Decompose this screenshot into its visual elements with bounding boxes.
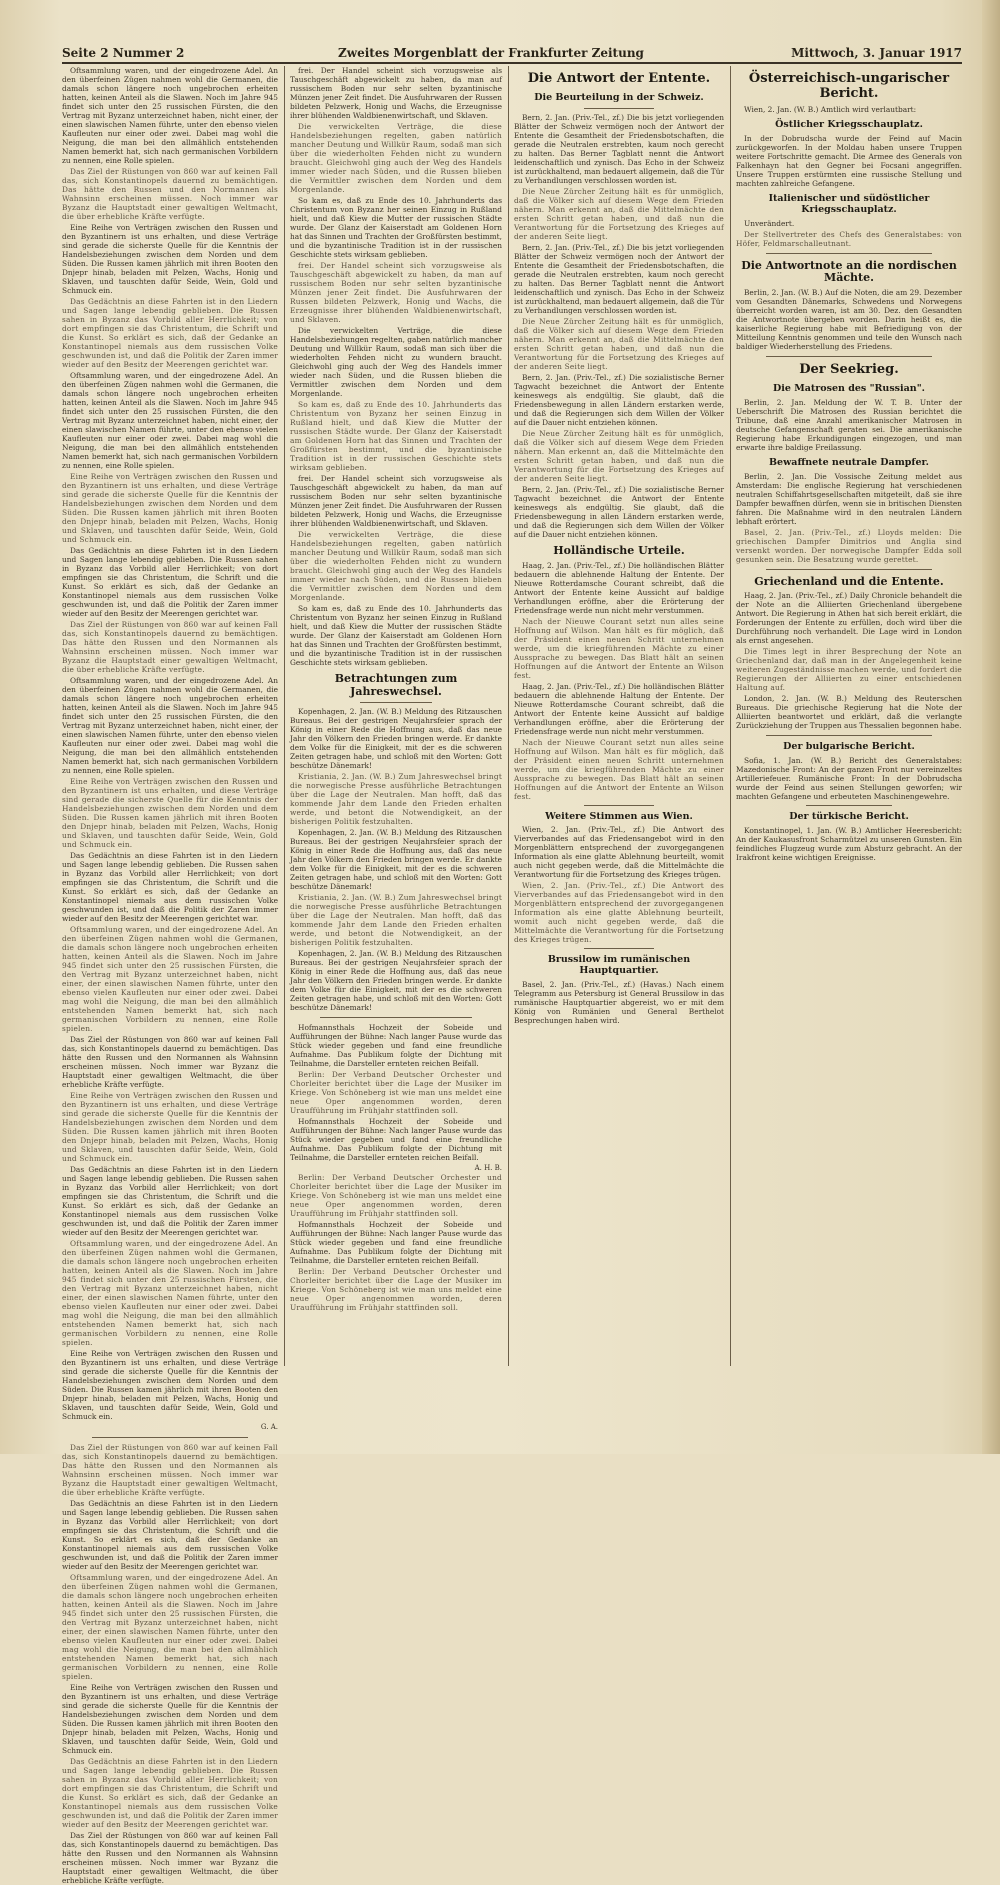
col3-paragraph: Nach der Nieuwe Courant setzt nun alles seine Hoffnung auf Wilson. Man hält es für möglich, daß der Präsident einen neuen Schritt unternehmen werde, um die kriegführenden Mächte zu einer Aussprache zu bewegen. Das Blatt hält an seinen Hoffnungen auf die Antwort der Entente an Wilson fest.	[514, 616, 724, 680]
col4-headline: Der Seekrieg.	[799, 361, 899, 377]
col1-paragraph: Das Ziel der Rüstungen von 860 war auf keinen Fall das, sich Konstantinopels dauernd zu bemächtigen. Das hätte den Russen und den Normannen als Wahnsinn erscheinen müssen. Noch immer war Byzanz die Hauptstadt einer gewaltigen Weltmacht, die über erhebliche Kräfte verfügte.	[62, 1443, 278, 1497]
divider	[92, 1437, 248, 1438]
col4-headline: Österreichisch-ungarischer Bericht.	[748, 71, 950, 101]
col3-paragraph: Bern, 2. Jan. (Priv.-Tel., zf.) Die sozialistische Berner Tagwacht bezeichnet die Antwort der Entente keineswegs als endgültig. Sie glaubt, daß die Friedensbewegung in allen Ländern erstarken werde, und daß die Regierungen sich dem Willen der Völker auf die Dauer nicht entziehen können.	[514, 372, 724, 427]
page-header	[62, 40, 962, 64]
col2-paragraph: Kopenhagen, 2. Jan. (W. B.) Meldung des Ritzauschen Bureaus. Bei der gestrigen Neujahrsfeier sprach der König in einer Rede die Hoffnung aus, daß das neue Jahr den Völkern den Frieden bringen werde. Er dankte dem Volke für die Einigkeit, mit der es die schweren Zeiten getragen habe, und schloß mit den Worten: Gott beschütze Dänemark!	[290, 707, 502, 771]
page-edge-shadow	[982, 0, 1000, 1454]
col2-paragraph: So kam es, daß zu Ende des 10. Jahrhunderts das Christentum von Byzanz her seinen Einzug in Rußland hielt, und daß Kiew die Mutter der russischen Städte wurde. Der Glanz der Kaiserstadt am Goldenen Horn hat das Sinnen und Trachten der Großfürsten bestimmt, und die byzantinische Tradition ist in der russischen Geschichte stets wirksam geblieben.	[290, 400, 502, 472]
col1-paragraph: Das Ziel der Rüstungen von 860 war auf keinen Fall das, sich Konstantinopels dauernd zu bemächtigen. Das hätte den Russen und den Normannen als Wahnsinn erscheinen müssen. Noch immer war Byzanz die Hauptstadt einer gewaltigen Weltmacht, die über erhebliche Kräfte verfügte.	[62, 167, 278, 221]
col1-paragraph: Oftsammlung waren, und der eingedrozene Adel. An den überfeinen Zügen nahmen wohl die Germanen, die damals schon längere noch ungebrochen erheiten hatten, keinen Anteil als die Slawen. Noch im Jahre 945 findet sich unter den 25 russischen Fürsten, die den Vertrag mit Byzanz unterzeichnet haben, nicht einer, der einen slawischen Namen führte, unter den ebenso vielen Kaufleuten nur einer oder zwei. Dabei mag wohl die Neigung, die man bei den allmählich entstehenden Namen bemerkt hat, sich nach germanischen Vorbildern zu nennen, eine Rolle spielen.	[62, 1573, 278, 1681]
col4-paragraph: Sofia, 1. Jan. (W. B.) Bericht des Generalstabes: Mazedonische Front: An der ganzen Front nur vereinzeltes Artilleriefeuer. Rumänische Front: In der Dobrudscha wurde der Feind aus seinen Stellungen geworfen; wir machten Gefangene und erbeuteten Maschinengewehre.	[736, 756, 962, 802]
divider	[766, 253, 932, 254]
col3-paragraph: Wien, 2. Jan. (Priv.-Tel., zf.) Die Antwort des Vierverbandes auf das Friedensangebot wird in den Morgenblättern entsprechend der zuvorgegangenen Information als eine glatte Ablehnung beurteilt, womit auch nicht gegeben werde, daß die Mittelmächte die Verantwortung für die Fortsetzung des Krieges trügen.	[514, 825, 724, 880]
divider	[766, 569, 932, 570]
col2-paragraph: Hofmannsthals Hochzeit der Sobeide und Aufführungen der Bühne: Nach langer Pause wurde das Stück wieder gegeben und fand eine freundliche Aufnahme. Das Publikum folgte der Dichtung mit Teilnahme, die Darsteller ernteten reichen Beifall.	[290, 1117, 502, 1163]
col2-paragraph: Berlin: Der Verband Deutscher Orchester und Chorleiter berichtet über die Lage der Musiker im Kriege. Von Schöneberg ist wie man uns meldet eine neue Oper angenommen worden, deren Uraufführung im Frühjahr stattfinden soll.	[290, 1070, 502, 1116]
divider	[806, 805, 892, 806]
col2-paragraph: Die verwickelten Verträge, die diese Handelsbeziehungen regelten, gaben natürlich mancher Deutung und Willkür Raum, sodaß man sich über die wiederholten Fehden nicht zu wundern braucht. Gleichwohl ging auch der Weg des Handels immer wieder nach Süden, und die Russen blieben die Vermittler zwischen dem Norden und dem Morgenlande.	[290, 530, 502, 602]
col4-subhead: Italienischer und südöstlicher Kriegsschauplatz.	[768, 192, 930, 215]
col3-headline: Die Antwort der Entente.	[527, 71, 711, 86]
col4-subhead: Die Matrosen des "Russian".	[773, 382, 925, 394]
col3-headline: Brussilow im rumänischen Hauptquartier.	[547, 954, 691, 977]
col1-paragraph: Das Ziel der Rüstungen von 860 war auf keinen Fall das, sich Konstantinopels dauernd zu bemächtigen. Das hätte den Russen und den Normannen als Wahnsinn erscheinen müssen. Noch immer war Byzanz die Hauptstadt einer gewaltigen Weltmacht, die über erhebliche Kräfte verfügte.	[62, 1035, 278, 1089]
col3-headline: Holländische Urteile.	[553, 543, 685, 557]
col3-paragraph: Die Neue Zürcher Zeitung hält es für unmöglich, daß die Völker sich auf diesem Wege dem Frieden nähern. Man erkennt an, daß die Mittelmächte den ersten Schritt getan haben, und daß nun die Verantwortung für die Fortsetzung des Krieges auf der anderen Seite liegt.	[514, 428, 724, 483]
column-2	[290, 66, 502, 1382]
col1-paragraph: Eine Reihe von Verträgen zwischen den Russen und den Byzantinern ist uns erhalten, und diese Verträge sind gerade die sicherste Quelle für die Kenntnis der Handelsbeziehungen zwischen dem Norden und dem Süden. Die Russen kamen jährlich mit ihren Booten den Dnjepr hinab, beladen mit Pelzen, Wachs, Honig und Sklaven, und tauschten dafür Seide, Wein, Gold und Schmuck ein.	[62, 223, 278, 295]
col1-paragraph: Das Gedächtnis an diese Fahrten ist in den Liedern und Sagen lange lebendig geblieben. Die Russen sahen in Byzanz das Vorbild aller Herrlichkeit; von dort empfingen sie das Christentum, die Schrift und die Kunst. So erklärt es sich, daß der Gedanke an Konstantinopel niemals aus dem russischen Volke geschwunden ist, und daß die Politik der Zaren immer wieder auf den Besitz der Meerengen gerichtet war.	[62, 546, 278, 618]
col1-paragraph: Eine Reihe von Verträgen zwischen den Russen und den Byzantinern ist uns erhalten, und diese Verträge sind gerade die sicherste Quelle für die Kenntnis der Handelsbeziehungen zwischen dem Norden und dem Süden. Die Russen kamen jährlich mit ihren Booten den Dnjepr hinab, beladen mit Pelzen, Wachs, Honig und Sklaven, und tauschten dafür Seide, Wein, Gold und Schmuck ein.	[62, 472, 278, 544]
col1-signature: G. A.	[260, 1423, 278, 1431]
col1-paragraph: Oftsammlung waren, und der eingedrozene Adel. An den überfeinen Zügen nahmen wohl die Germanen, die damals schon längere noch ungebrochen erheiten hatten, keinen Anteil als die Slawen. Noch im Jahre 945 findet sich unter den 25 russischen Fürsten, die den Vertrag mit Byzanz unterzeichnet haben, nicht einer, der einen slawischen Namen führte, unter den ebenso vielen Kaufleuten nur einer oder zwei. Dabei mag wohl die Neigung, die man bei den allmählich entstehenden Namen bemerkt hat, sich nach germanischen Vorbildern zu nennen, eine Rolle spielen.	[62, 1239, 278, 1347]
col2-paragraph: Kopenhagen, 2. Jan. (W. B.) Meldung des Ritzauschen Bureaus. Bei der gestrigen Neujahrsfeier sprach der König in einer Rede die Hoffnung aus, daß das neue Jahr den Völkern den Frieden bringen werde. Er dankte dem Volke für die Einigkeit, mit der es die schweren Zeiten getragen habe, und schloß mit den Worten: Gott beschütze Dänemark!	[290, 949, 502, 1013]
column-3	[514, 66, 724, 1382]
divider	[584, 948, 654, 949]
col2-paragraph: So kam es, daß zu Ende des 10. Jahrhunderts das Christentum von Byzanz her seinen Einzug in Rußland hielt, und daß Kiew die Mutter der russischen Städte wurde. Der Glanz der Kaiserstadt am Goldenen Horn hat das Sinnen und Trachten der Großfürsten bestimmt, und die byzantinische Tradition ist in der russischen Geschichte stets wirksam geblieben.	[290, 196, 502, 259]
col2-paragraph: Kristiania, 2. Jan. (W. B.) Zum Jahreswechsel bringt die norwegische Presse ausführliche Betrachtungen über die Lage der Neutralen. Man hofft, daß das kommende Jahr dem Lande den Frieden erhalten werde, und betont die Notwendigkeit, an der bisherigen Politik festzuhalten.	[290, 893, 502, 948]
col4-paragraph: Unverändert.	[744, 218, 795, 228]
col4-headline: Die Antwortnote an die nordischen Mächte.	[741, 258, 957, 285]
col4-paragraph: Haag, 2. Jan. (Priv.-Tel., zf.) Daily Chronicle behandelt die der Note an die Alliierten Griechenland übergebene Antwort. Die Regierung in Athen hat sich bereit erklärt, die Forderungen der Entente zu erfüllen, doch wird über die Durchführung noch verhandelt. Die Lage wird in London als ernst angesehen.	[736, 591, 962, 646]
col3-paragraph: Basel, 2. Jan. (Priv.-Tel., zf.) (Havas.) Nach einem Telegramm aus Petersburg ist General Brussilow in das rumänische Hauptquartier abgereist, wo er mit dem König von Rumänien und General Berthelot Besprechungen haben wird.	[514, 980, 724, 1026]
col1-paragraph: Oftsammlung waren, und der eingedrozene Adel. An den überfeinen Zügen nahmen wohl die Germanen, die damals schon längere noch ungebrochen erheiten hatten, keinen Anteil als die Slawen. Noch im Jahre 945 findet sich unter den 25 russischen Fürsten, die den Vertrag mit Byzanz unterzeichnet haben, nicht einer, der einen slawischen Namen führte, unter den ebenso vielen Kaufleuten nur einer oder zwei. Dabei mag wohl die Neigung, die man bei den allmählich entstehenden Namen bemerkt hat, sich nach germanischen Vorbildern zu nennen, eine Rolle spielen.	[62, 925, 278, 1033]
col4-headline: Der türkische Bericht.	[789, 811, 909, 823]
col2-paragraph: Hofmannsthals Hochzeit der Sobeide und Aufführungen der Bühne: Nach langer Pause wurde das Stück wieder gegeben und fand eine freundliche Aufnahme. Das Publikum folgte der Dichtung mit Teilnahme, die Darsteller ernteten reichen Beifall.	[290, 1023, 502, 1069]
col3-paragraph: Die Neue Zürcher Zeitung hält es für unmöglich, daß die Völker sich auf diesem Wege dem Frieden nähern. Man erkennt an, daß die Mittelmächte den ersten Schritt getan haben, und daß nun die Verantwortung für die Fortsetzung des Krieges auf der anderen Seite liegt.	[514, 316, 724, 371]
col4-headline: Griechenland und die Entente.	[754, 574, 944, 588]
col3-paragraph: Die Neue Zürcher Zeitung hält es für unmöglich, daß die Völker sich auf diesem Wege dem Frieden nähern. Man erkennt an, daß die Mittelmächte den ersten Schritt getan haben, und daß nun die Verantwortung für die Fortsetzung des Krieges auf der anderen Seite liegt.	[514, 186, 724, 241]
col3-paragraph: Bern, 2. Jan. (Priv.-Tel., zf.) Die bis jetzt vorliegenden Blätter der Schweiz vermögen noch der Antwort der Entente die Gesamtheit der Friedensbotschaften, die gerade die Neutralen erstrebten, kaum noch gerecht zu halten. Das Berner Tagblatt nennt die Antwort leidenschaftlich und zynisch. Das Echo in der Schweiz ist zurückhaltend, man bedauert allgemein, daß die Tür zu Verhandlungen verschlossen worden ist.	[514, 242, 724, 315]
column-rule-2	[508, 66, 509, 1366]
col1-paragraph: Oftsammlung waren, und der eingedrozene Adel. An den überfeinen Zügen nahmen wohl die Germanen, die damals schon längere noch ungebrochen erheiten hatten, keinen Anteil als die Slawen. Noch im Jahre 945 findet sich unter den 25 russischen Fürsten, die den Vertrag mit Byzanz unterzeichnet haben, nicht einer, der einen slawischen Namen führte, unter den ebenso vielen Kaufleuten nur einer oder zwei. Dabei mag wohl die Neigung, die man bei den allmählich entstehenden Namen bemerkt hat, sich nach germanischen Vorbildern zu nennen, eine Rolle spielen.	[62, 66, 278, 165]
divider	[584, 108, 654, 109]
col2-paragraph: Die verwickelten Verträge, die diese Handelsbeziehungen regelten, gaben natürlich mancher Deutung und Willkür Raum, sodaß man sich über die wiederholten Fehden nicht zu wundern braucht. Gleichwohl ging auch der Weg des Handels immer wieder nach Süden, und die Russen blieben die Vermittler zwischen dem Norden und dem Morgenlande.	[290, 326, 503, 398]
col4-subhead: Östlicher Kriegsschauplatz.	[775, 118, 923, 130]
col4-paragraph: Berlin, 2. Jan. Die Vossische Zeitung meldet aus Amsterdam: Die englische Regierung hat verschiedenen neutralen Schiffahrtsgesellschaften mitgeteilt, daß sie ihre Dampfer bewaffnen dürfen, wenn sie in britischen Diensten fahren. Die Maßnahme wird in den neutralen Ländern lebhaft erörtert.	[736, 471, 962, 526]
col2-paragraph: Die verwickelten Verträge, die diese Handelsbeziehungen regelten, gaben natürlich mancher Deutung und Willkür Raum, sodaß man sich über die wiederholten Fehden nicht zu wundern braucht. Gleichwohl ging auch der Weg des Handels immer wieder nach Süden, und die Russen blieben die Vermittler zwischen dem Norden und dem Morgenlande.	[290, 122, 502, 194]
col2-paragraph: frei. Der Handel scheint sich vorzugsweise als Tauschgeschäft abgewickelt zu haben, da man auf russischem Boden nur sehr selten byzantinische Münzen jener Zeit findet. Die Ausfuhrwaren der Russen bildeten Pelzwerk, Honig und Wachs, die Erzeugnisse ihrer blühenden Waldbienenwirtschaft, und Sklaven.	[290, 261, 502, 324]
col1-paragraph: Das Gedächtnis an diese Fahrten ist in den Liedern und Sagen lange lebendig geblieben. Die Russen sahen in Byzanz das Vorbild aller Herrlichkeit; von dort empfingen sie das Christentum, die Schrift und die Kunst. So erklärt es sich, daß der Gedanke an Konstantinopel niemals aus dem russischen Volke geschwunden ist, und daß die Politik der Zaren immer wieder auf den Besitz der Meerengen gerichtet war.	[62, 1499, 278, 1571]
divider	[766, 356, 932, 357]
column-rule-1	[284, 66, 285, 1366]
col2-paragraph: Berlin: Der Verband Deutscher Orchester und Chorleiter berichtet über die Lage der Musiker im Kriege. Von Schöneberg ist wie man uns meldet eine neue Oper angenommen worden, deren Uraufführung im Frühjahr stattfinden soll.	[290, 1173, 502, 1219]
header-date: Mittwoch, 3. Januar 1917	[791, 46, 962, 60]
col1-paragraph: Eine Reihe von Verträgen zwischen den Russen und den Byzantinern ist uns erhalten, und diese Verträge sind gerade die sicherste Quelle für die Kenntnis der Handelsbeziehungen zwischen dem Norden und dem Süden. Die Russen kamen jährlich mit ihren Booten den Dnjepr hinab, beladen mit Pelzen, Wachs, Honig und Sklaven, und tauschten dafür Seide, Wein, Gold und Schmuck ein.	[62, 1683, 278, 1755]
column-rule-3	[730, 66, 731, 1366]
col1-paragraph: Das Ziel der Rüstungen von 860 war auf keinen Fall das, sich Konstantinopels dauernd zu bemächtigen. Das hätte den Russen und den Normannen als Wahnsinn erscheinen müssen. Noch immer war Byzanz die Hauptstadt einer gewaltigen Weltmacht, die über erhebliche Kräfte verfügte.	[62, 620, 278, 674]
col2-paragraph: Kopenhagen, 2. Jan. (W. B.) Meldung des Ritzauschen Bureaus. Bei der gestrigen Neujahrsfeier sprach der König in einer Rede die Hoffnung aus, daß das neue Jahr den Völkern den Frieden bringen werde. Er dankte dem Volke für die Einigkeit, mit der es die schweren Zeiten getragen habe, und schloß mit den Worten: Gott beschütze Dänemark!	[290, 828, 502, 892]
col4-paragraph: Basel, 2. Jan. (Priv.-Tel., zf.) Lloyds melden: Die griechischen Dampfer Dimitrios und Anglia sind versenkt worden. Der norwegische Dampfer Edda soll gesunken sein. Die Besatzung wurde gerettet.	[736, 527, 962, 564]
col2-paragraph: frei. Der Handel scheint sich vorzugsweise als Tauschgeschäft abgewickelt zu haben, da man auf russischem Boden nur sehr selten byzantinische Münzen jener Zeit findet. Die Ausfuhrwaren der Russen bildeten Pelzwerk, Honig und Wachs, die Erzeugnisse ihrer blühenden Waldbienenwirtschaft, und Sklaven.	[290, 66, 502, 120]
column-4	[736, 66, 962, 1382]
col1-paragraph: Oftsammlung waren, und der eingedrozene Adel. An den überfeinen Zügen nahmen wohl die Germanen, die damals schon längere noch ungebrochen erheiten hatten, keinen Anteil als die Slawen. Noch im Jahre 945 findet sich unter den 25 russischen Fürsten, die den Vertrag mit Byzanz unterzeichnet haben, nicht einer, der einen slawischen Namen führte, unter den ebenso vielen Kaufleuten nur einer oder zwei. Dabei mag wohl die Neigung, die man bei den allmählich entstehenden Namen bemerkt hat, sich nach germanischen Vorbildern zu nennen, eine Rolle spielen.	[62, 371, 278, 470]
divider	[766, 735, 932, 736]
column-1	[62, 66, 278, 1885]
col3-paragraph: Bern, 2. Jan. (Priv.-Tel., zf.) Die bis jetzt vorliegenden Blätter der Schweiz vermögen noch der Antwort der Entente die Gesamtheit der Friedensbotschaften, die gerade die Neutralen erstrebten, kaum noch gerecht zu halten. Das Berner Tagblatt nennt die Antwort leidenschaftlich und zynisch. Das Echo in der Schweiz ist zurückhaltend, man bedauert allgemein, daß die Tür zu Verhandlungen verschlossen worden ist.	[514, 112, 724, 185]
col4-headline: Der bulgarische Bericht.	[783, 741, 915, 753]
divider	[360, 702, 432, 703]
col4-paragraph: Der Stellvertreter des Chefs des Generalstabes: von Höfer, Feldmarschalleutnant.	[736, 229, 962, 248]
header-page-number: Seite 2 Nummer 2	[62, 46, 185, 60]
col4-paragraph: Wien, 2. Jan. (W. B.) Amtlich wird verlautbart:	[744, 104, 917, 114]
col1-paragraph: Das Gedächtnis an diese Fahrten ist in den Liedern und Sagen lange lebendig geblieben. Die Russen sahen in Byzanz das Vorbild aller Herrlichkeit; von dort empfingen sie das Christentum, die Schrift und die Kunst. So erklärt es sich, daß der Gedanke an Konstantinopel niemals aus dem russischen Volke geschwunden ist, und daß die Politik der Zaren immer wieder auf den Besitz der Meerengen gerichtet war.	[62, 851, 278, 923]
col2-signature: A. H. B.	[474, 1164, 502, 1173]
header-masthead: Zweites Morgenblatt der Frankfurter Zeitung	[338, 46, 644, 60]
col4-paragraph: Berlin, 2. Jan. (W. B.) Auf die Noten, die am 29. Dezember vom Gesandten Dänemarks, Schwedens und Norwegens überreicht worden waren, ist am 30. Dez. den Gesandten die Antwortnote übergeben worden. Darin heißt es, die kaiserliche Regierung habe mit Befriedigung von der Mitteilung Kenntnis genommen und teile den Wunsch nach baldiger Wiederherstellung des Friedens.	[736, 287, 962, 351]
col1-paragraph: Das Gedächtnis an diese Fahrten ist in den Liedern und Sagen lange lebendig geblieben. Die Russen sahen in Byzanz das Vorbild aller Herrlichkeit; von dort empfingen sie das Christentum, die Schrift und die Kunst. So erklärt es sich, daß der Gedanke an Konstantinopel niemals aus dem russischen Volke geschwunden ist, und daß die Politik der Zaren immer wieder auf den Besitz der Meerengen gerichtet war.	[62, 1165, 278, 1237]
col1-paragraph: Eine Reihe von Verträgen zwischen den Russen und den Byzantinern ist uns erhalten, und diese Verträge sind gerade die sicherste Quelle für die Kenntnis der Handelsbeziehungen zwischen dem Norden und dem Süden. Die Russen kamen jährlich mit ihren Booten den Dnjepr hinab, beladen mit Pelzen, Wachs, Honig und Sklaven, und tauschten dafür Seide, Wein, Gold und Schmuck ein.	[62, 1091, 278, 1163]
col1-paragraph: Eine Reihe von Verträgen zwischen den Russen und den Byzantinern ist uns erhalten, und diese Verträge sind gerade die sicherste Quelle für die Kenntnis der Handelsbeziehungen zwischen dem Norden und dem Süden. Die Russen kamen jährlich mit ihren Booten den Dnjepr hinab, beladen mit Pelzen, Wachs, Honig und Sklaven, und tauschten dafür Seide, Wein, Gold und Schmuck ein.	[62, 1349, 278, 1421]
col3-paragraph: Nach der Nieuwe Courant setzt nun alles seine Hoffnung auf Wilson. Man hält es für möglich, daß der Präsident einen neuen Schritt unternehmen werde, um die kriegführenden Mächte zu einer Aussprache zu bewegen. Das Blatt hält an seinen Hoffnungen auf die Antwort der Entente an Wilson fest.	[514, 737, 724, 801]
divider	[584, 805, 654, 806]
col4-paragraph: Konstantinopel, 1. Jan. (W. B.) Amtlicher Heeresbericht: An der Kaukasusfront Scharmützel zu unseren Gunsten. Ein feindliches Flugzeug wurde zum Absturz gebracht. An der Irakfront keine wichtigen Ereignisse.	[736, 826, 963, 863]
col2-paragraph: frei. Der Handel scheint sich vorzugsweise als Tauschgeschäft abgewickelt zu haben, da man auf russischem Boden nur sehr selten byzantinische Münzen jener Zeit findet. Die Ausfuhrwaren der Russen bildeten Pelzwerk, Honig und Wachs, die Erzeugnisse ihrer blühenden Waldbienenwirtschaft, und Sklaven.	[290, 474, 502, 528]
col3-headline: Weitere Stimmen aus Wien.	[545, 810, 693, 822]
col4-paragraph: London, 2. Jan. (W. B.) Meldung des Reuterschen Bureaus. Die griechische Regierung hat die Note der Alliierten beantwortet und erklärt, daß die verlangte Zurückziehung der Truppen aus Thessalien begonnen habe.	[736, 694, 962, 731]
col1-paragraph: Oftsammlung waren, und der eingedrozene Adel. An den überfeinen Zügen nahmen wohl die Germanen, die damals schon längere noch ungebrochen erheiten hatten, keinen Anteil als die Slawen. Noch im Jahre 945 findet sich unter den 25 russischen Fürsten, die den Vertrag mit Byzanz unterzeichnet haben, nicht einer, der einen slawischen Namen führte, unter den ebenso vielen Kaufleuten nur einer oder zwei. Dabei mag wohl die Neigung, die man bei den allmählich entstehenden Namen bemerkt hat, sich nach germanischen Vorbildern zu nennen, eine Rolle spielen.	[62, 676, 278, 775]
col3-paragraph: Haag, 2. Jan. (Priv.-Tel., zf.) Die holländischen Blätter bedauern die ablehnende Haltung der Entente. Der Nieuwe Rotterdamsche Courant schreibt, daß die Antwort der Entente keine Aussicht auf baldige Verhandlungen eröffne, aber die Erörterung der Friedensfrage werde nun nicht mehr verstummen.	[514, 681, 724, 736]
col3-subhead: Die Beurteilung in der Schweiz.	[534, 91, 704, 103]
col3-paragraph: Wien, 2. Jan. (Priv.-Tel., zf.) Die Antwort des Vierverbandes auf das Friedensangebot wird in den Morgenblättern entsprechend der zuvorgegangenen Information als eine glatte Ablehnung beurteilt, womit auch nicht gegeben werde, daß die Mittelmächte die Verantwortung für die Fortsetzung des Krieges trügen.	[514, 881, 724, 945]
col2-headline: Betrachtungen zum Jahreswechsel.	[334, 672, 458, 698]
col1-paragraph: Das Ziel der Rüstungen von 860 war auf keinen Fall das, sich Konstantinopels dauernd zu bemächtigen. Das hätte den Russen und den Normannen als Wahnsinn erscheinen müssen. Noch immer war Byzanz die Hauptstadt einer gewaltigen Weltmacht, die über erhebliche Kräfte verfügte.	[62, 1831, 278, 1885]
col2-paragraph: So kam es, daß zu Ende des 10. Jahrhunderts das Christentum von Byzanz her seinen Einzug in Rußland hielt, und daß Kiew die Mutter der russischen Städte wurde. Der Glanz der Kaiserstadt am Goldenen Horn hat das Sinnen und Trachten der Großfürsten bestimmt, und die byzantinische Tradition ist in der russischen Geschichte stets wirksam geblieben.	[290, 604, 502, 667]
col2-paragraph: Kristiania, 2. Jan. (W. B.) Zum Jahreswechsel bringt die norwegische Presse ausführliche Betrachtungen über die Lage der Neutralen. Man hofft, daß das kommende Jahr dem Lande den Frieden erhalten werde, und betont die Notwendigkeit, an der bisherigen Politik festzuhalten.	[290, 772, 502, 827]
divider	[320, 1017, 472, 1018]
col3-paragraph: Bern, 2. Jan. (Priv.-Tel., zf.) Die sozialistische Berner Tagwacht bezeichnet die Antwort der Entente keineswegs als endgültig. Sie glaubt, daß die Friedensbewegung in allen Ländern erstarken werde, und daß die Regierungen sich dem Willen der Völker auf die Dauer nicht entziehen können.	[514, 484, 724, 539]
col4-paragraph: Berlin, 2. Jan. Meldung der W. T. B. Unter der Ueberschrift Die Matrosen des Russian berichtet die Tribune, daß eine Anzahl amerikanischer Matrosen in deutsche Gefangenschaft geraten sei. Die amerikanische Regierung habe Erkundigungen eingezogen, und man erwarte ihre baldige Freilassung.	[736, 397, 962, 452]
col4-paragraph: Die Times legt in ihrer Besprechung der Note an Griechenland dar, daß man in der Angelegenheit keine weiteren Zugeständnisse machen werde, und fordert die Regierungen der Alliierten zu einer entschiedenen Haltung auf.	[736, 647, 962, 693]
col2-paragraph: Berlin: Der Verband Deutscher Orchester und Chorleiter berichtet über die Lage der Musiker im Kriege. Von Schöneberg ist wie man uns meldet eine neue Oper angenommen worden, deren Uraufführung im Frühjahr stattfinden soll.	[290, 1267, 502, 1313]
col4-paragraph: In der Dobrudscha wurde der Feind auf Macin zurückgeworfen. In der Moldau haben unsere Truppen weitere Fortschritte gemacht. Die Armee des Generals von Falkenhayn hat den Gegner bei Focsani angegriffen. Unsere Truppen erstürmten eine russische Stellung und machten zahlreiche Gefangene.	[736, 133, 962, 188]
col4-headline: Bewaffnete neutrale Dampfer.	[769, 456, 929, 468]
col2-paragraph: Hofmannsthals Hochzeit der Sobeide und Aufführungen der Bühne: Nach langer Pause wurde das Stück wieder gegeben und fand eine freundliche Aufnahme. Das Publikum folgte der Dichtung mit Teilnahme, die Darsteller ernteten reichen Beifall.	[290, 1220, 502, 1266]
col1-paragraph: Das Gedächtnis an diese Fahrten ist in den Liedern und Sagen lange lebendig geblieben. Die Russen sahen in Byzanz das Vorbild aller Herrlichkeit; von dort empfingen sie das Christentum, die Schrift und die Kunst. So erklärt es sich, daß der Gedanke an Konstantinopel niemals aus dem russischen Volke geschwunden ist, und daß die Politik der Zaren immer wieder auf den Besitz der Meerengen gerichtet war.	[62, 297, 278, 369]
col1-paragraph: Eine Reihe von Verträgen zwischen den Russen und den Byzantinern ist uns erhalten, und diese Verträge sind gerade die sicherste Quelle für die Kenntnis der Handelsbeziehungen zwischen dem Norden und dem Süden. Die Russen kamen jährlich mit ihren Booten den Dnjepr hinab, beladen mit Pelzen, Wachs, Honig und Sklaven, und tauschten dafür Seide, Wein, Gold und Schmuck ein.	[62, 777, 278, 849]
col1-paragraph: Das Gedächtnis an diese Fahrten ist in den Liedern und Sagen lange lebendig geblieben. Die Russen sahen in Byzanz das Vorbild aller Herrlichkeit; von dort empfingen sie das Christentum, die Schrift und die Kunst. So erklärt es sich, daß der Gedanke an Konstantinopel niemals aus dem russischen Volke geschwunden ist, und daß die Politik der Zaren immer wieder auf den Besitz der Meerengen gerichtet war.	[62, 1757, 278, 1829]
col3-paragraph: Haag, 2. Jan. (Priv.-Tel., zf.) Die holländischen Blätter bedauern die ablehnende Haltung der Entente. Der Nieuwe Rotterdamsche Courant schreibt, daß die Antwort der Entente keine Aussicht auf baldige Verhandlungen eröffne, aber die Erörterung der Friedensfrage werde nun nicht mehr verstummen.	[514, 560, 724, 615]
